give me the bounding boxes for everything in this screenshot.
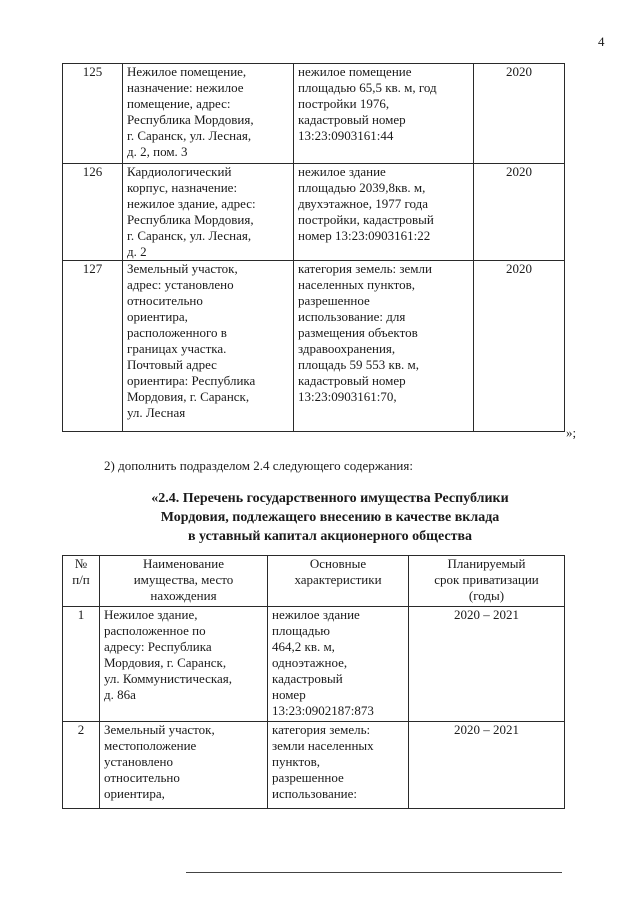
property-characteristics: нежилое помещение площадью 65,5 кв. м, год постройки 1976, кадастровый номер 13:23:0903161:44 — [294, 64, 474, 164]
property-name: Нежилое помещение, назначение: нежилое помещение, адрес: Республика Мордовия, г. Саранск, ул. Лесная, д. 2, пом. 3 — [123, 64, 294, 164]
property-characteristics: нежилое здание площадью 2039,8кв. м, двухэтажное, 1977 года постройки, кадастровый номер 13:23:0903161:22 — [294, 164, 474, 261]
property-characteristics: нежилое здание площадью 464,2 кв. м, одноэтажное, кадастровый номер 13:23:0902187:873 — [268, 607, 409, 722]
row-number: 2 — [63, 722, 100, 809]
contribution-property-table — [62, 555, 565, 809]
header-characteristics: Основные характеристики — [268, 556, 409, 607]
header-term: Планируемый срок приватизации (годы) — [409, 556, 565, 607]
property-table-continued — [62, 63, 565, 432]
bottom-rule — [186, 872, 562, 873]
privatization-year: 2020 — [474, 64, 565, 164]
page-number: 4 — [598, 34, 605, 49]
property-characteristics: категория земель: земли населенных пунктов, разрешенное использование: — [268, 722, 409, 809]
privatization-term: 2020 – 2021 — [409, 607, 565, 722]
amendment-intro-text: 2) дополнить подразделом 2.4 следующего содержания: — [104, 458, 413, 473]
privatization-year: 2020 — [474, 164, 565, 261]
property-name: Нежилое здание, расположенное по адресу: Республика Мордовия, г. Саранск, ул. Коммунистическая, д. 86а — [100, 607, 268, 722]
row-number: 125 — [63, 64, 123, 164]
privatization-term: 2020 – 2021 — [409, 722, 565, 809]
property-name: Земельный участок, адрес: установлено относительно ориентира, расположенного в границах участка. Почтовый адрес ориентира: Республика Мордовия, г. Саранск, ул. Лесная — [123, 261, 294, 432]
table-row — [63, 261, 565, 432]
table-row — [63, 722, 565, 809]
header-number: № п/п — [63, 556, 100, 607]
closing-quote-mark: »; — [566, 425, 577, 440]
property-name: Кардиологический корпус, назначение: нежилое здание, адрес: Республика Мордовия, г. Саранск, ул. Лесная, д. 2 — [123, 164, 294, 261]
table-header-row — [63, 556, 565, 607]
table-row — [63, 64, 565, 164]
table-row — [63, 164, 565, 261]
header-name: Наименование имущества, место нахождения — [100, 556, 268, 607]
table-row — [63, 607, 565, 722]
row-number: 126 — [63, 164, 123, 261]
property-characteristics: категория земель: земли населенных пунктов, разрешенное использование: для размещения объектов здравоохранения, площадь 59 553 кв. м, кадастровый номер 13:23:0903161:70, — [294, 261, 474, 432]
property-name: Земельный участок, местоположение установлено относительно ориентира, — [100, 722, 268, 809]
privatization-year: 2020 — [474, 261, 565, 432]
row-number: 1 — [63, 607, 100, 722]
row-number: 127 — [63, 261, 123, 432]
section-heading: «2.4. Перечень государственного имущества Республики Мордовия, подлежащего внесению в качестве вклада в уставный капитал акционерного общества — [151, 491, 509, 544]
